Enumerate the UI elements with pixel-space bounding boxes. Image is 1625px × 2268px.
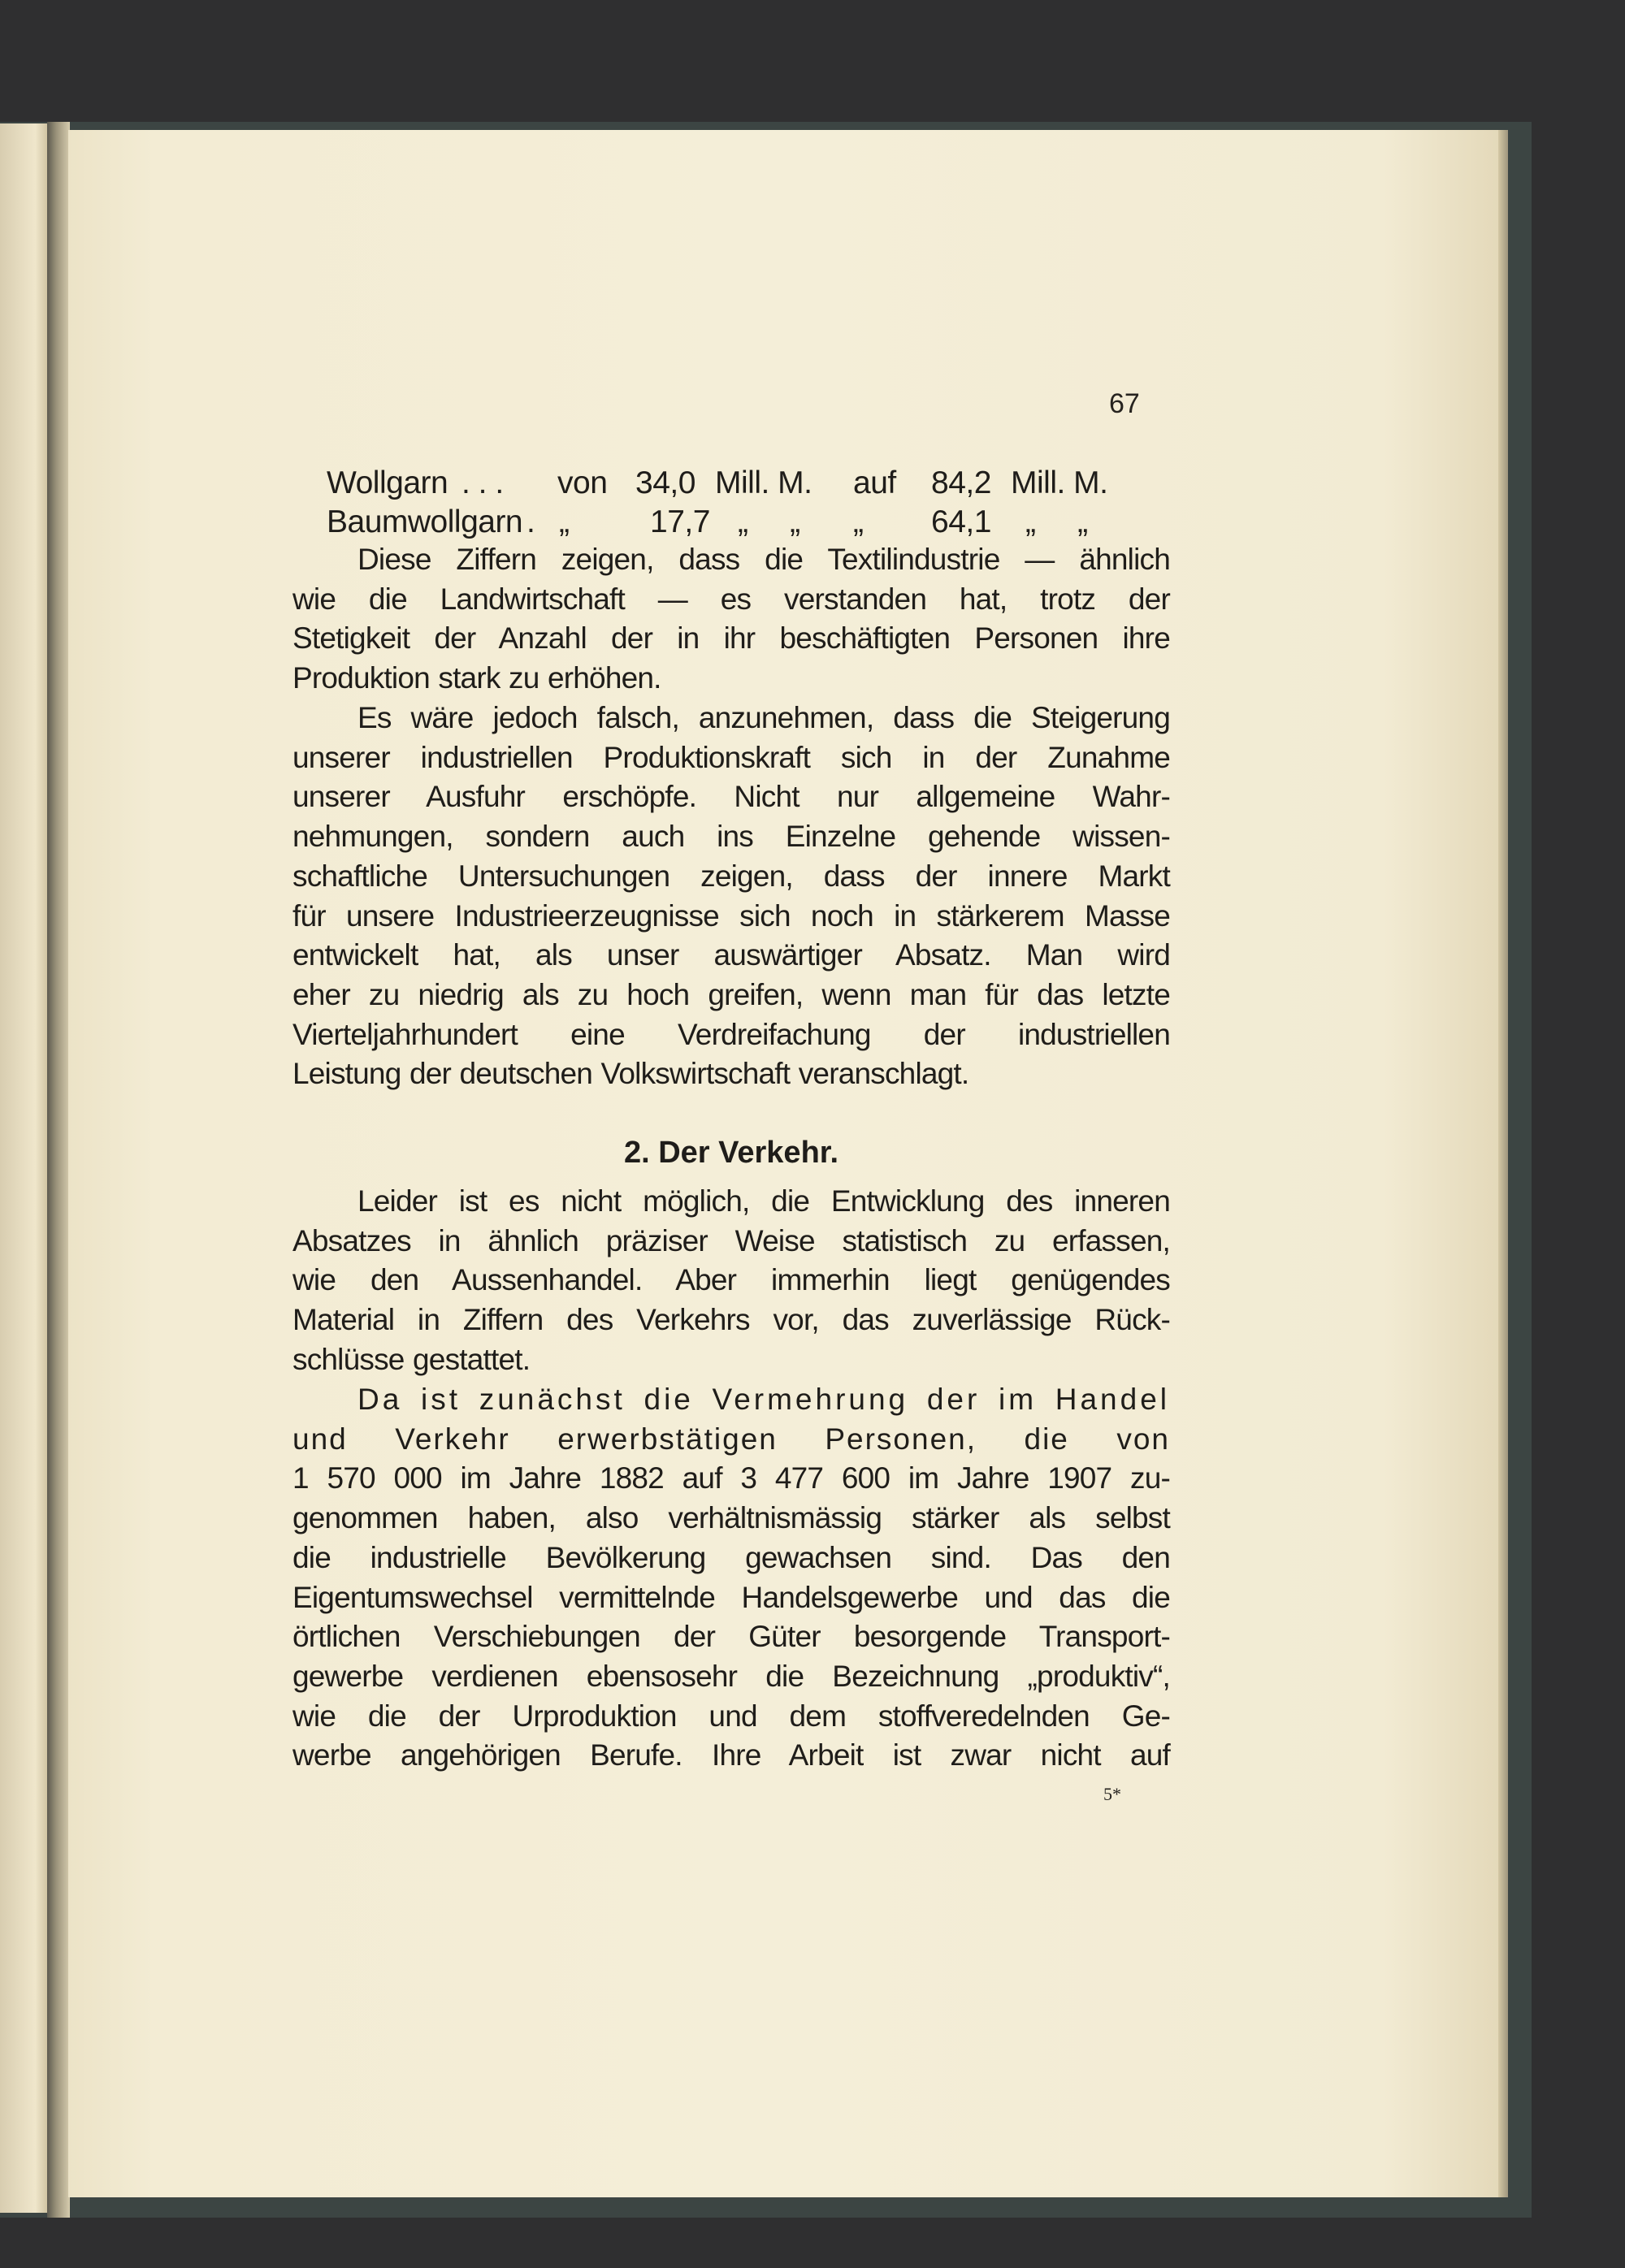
text-line: werbe angehörigen Berufe. Ihre Arbeit ist zwar nicht auf: [292, 1738, 1170, 1772]
table-row-from-value: 34,0: [635, 465, 696, 500]
text-line: schlüsse gestattet.: [292, 1342, 531, 1376]
table-row-prefix: „: [559, 504, 570, 539]
text-line: wie den Aussenhandel. Aber immerhin liegt genügendes: [292, 1263, 1170, 1297]
table-row-link: „: [853, 504, 864, 539]
text-line: wie die Landwirtschaft — es verstanden hat, trotz der: [292, 582, 1170, 616]
text-line: Produktion stark zu erhöhen.: [292, 661, 661, 695]
text-line: unserer industriellen Produktionskraft sich in der Zunahme: [292, 740, 1170, 774]
paragraph-inner-market: [292, 1182, 1170, 1380]
text-line: die industrielle Bevölkerung gewachsen sind. Das den: [292, 1540, 1170, 1574]
text-line: Stetigkeit der Anzahl der in ihr beschäftigten Personen ihre: [292, 621, 1170, 656]
text-line: nehmungen, sondern auch ins Einzelne gehende wissen-: [292, 820, 1170, 854]
table-row-to-unit: Mill. M.: [1011, 465, 1108, 500]
text-line: Absatzes in ähnlich präziser Weise statistisch zu erfassen,: [292, 1223, 1170, 1257]
table-row-label: Baumwollgarn: [327, 504, 523, 539]
text-line: schaftliche Untersuchungen zeigen, dass der innere Markt: [292, 859, 1170, 893]
facing-page-edge: [0, 123, 50, 2213]
text-line: gewerbe verdienen ebensosehr die Bezeichnung „produktiv“,: [292, 1659, 1170, 1693]
table-row-to-value: 64,1: [931, 504, 991, 539]
text-line: Eigentumswechsel vermittelnde Handelsgewerbe und das die: [292, 1580, 1170, 1614]
text-line: Vierteljahrhundert eine Verdreifachung der industriellen: [292, 1017, 1170, 1051]
text-line: entwickelt hat, als unser auswärtiger Absatz. Man wird: [292, 938, 1170, 972]
paragraph-trade-workers: [292, 1380, 1170, 1776]
page-number: 67: [1109, 388, 1140, 419]
table-row-link: auf: [853, 465, 896, 500]
text-line: eher zu niedrig als zu hoch greifen, wenn man für das letzte: [292, 977, 1170, 1011]
text-line: Da ist zunächst die Vermehrung der im Handel: [358, 1383, 1170, 1416]
text-line: Leistung der deutschen Volkswirtschaft veranschlagt.: [292, 1057, 969, 1091]
text-line: für unsere Industrieerzeugnisse sich noch in stärkerem Masse: [292, 898, 1170, 933]
text-line: Material in Ziffern des Verkehrs vor, das zuverlässige Rück-: [292, 1303, 1170, 1337]
table-row-to-value: 84,2: [931, 465, 991, 500]
table-row-label: Wollgarn: [327, 465, 448, 500]
text-line: Es wäre jedoch falsch, anzunehmen, dass die Steigerung: [358, 701, 1170, 734]
table-row-dots: .: [526, 504, 535, 539]
text-line: genommen haben, also verhältnismässig stärker als selbst: [292, 1501, 1170, 1535]
book-gutter: [47, 122, 70, 2218]
text-line: Leider ist es nicht möglich, die Entwicklung des inneren: [358, 1184, 1170, 1218]
table-row-from-unit: „ „: [738, 504, 800, 539]
paragraph-production: [292, 699, 1170, 1094]
table-row-to-unit: „ „: [1025, 504, 1088, 539]
text-line: Diese Ziffern zeigen, dass die Textilindustrie — ähnlich: [358, 543, 1170, 576]
text-line: örtlichen Verschiebungen der Güter besorgende Transport-: [292, 1620, 1170, 1654]
text-line: wie die der Urproduktion und dem stoffveredelnden Ge-: [292, 1699, 1170, 1733]
table-row-from-value: 17,7: [650, 504, 710, 539]
text-line: unserer Ausfuhr erschöpfe. Nicht nur allgemeine Wahr-: [292, 780, 1170, 814]
text-line: 1 570 000 im Jahre 1882 auf 3 477 600 im Jahre 1907 zu-: [292, 1461, 1170, 1495]
signature-mark: 5*: [1103, 1784, 1121, 1804]
table-row-prefix: von: [557, 465, 608, 500]
table-row-from-unit: Mill. M.: [715, 465, 812, 500]
section-heading: 2. Der Verkehr.: [623, 1136, 839, 1170]
page-edge: [1498, 130, 1508, 2197]
paragraph-textile: [292, 540, 1170, 699]
text-line: und Verkehr erwerbstätigen Personen, die von: [292, 1422, 1170, 1456]
table-row-dots: . . .: [462, 465, 504, 500]
